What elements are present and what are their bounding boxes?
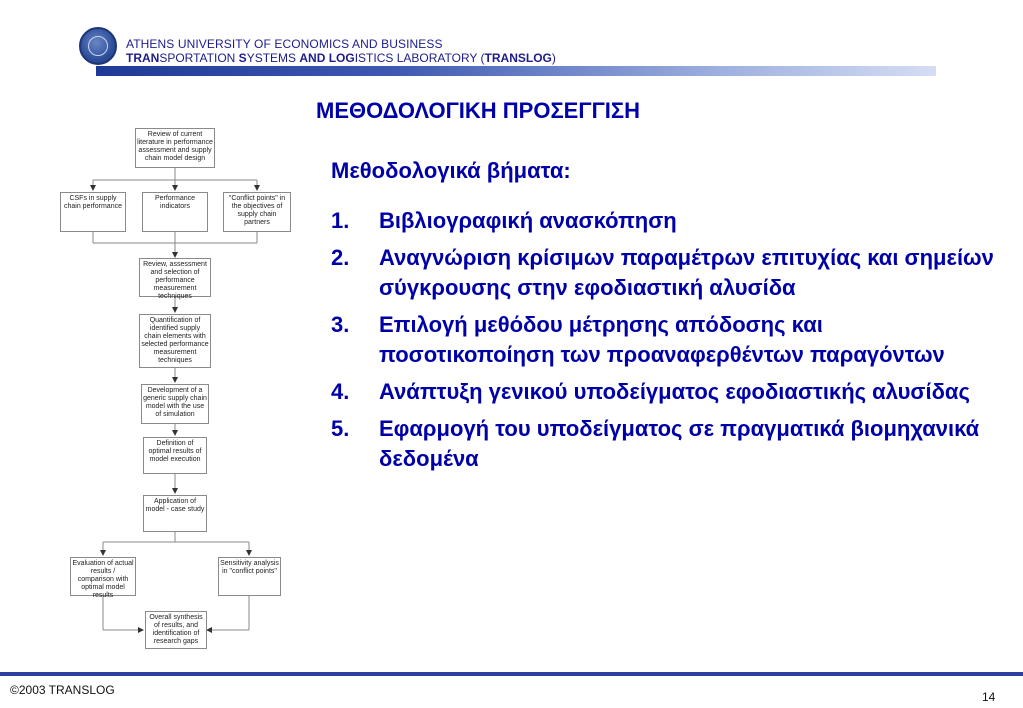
header-university: ATHENS UNIVERSITY OF ECONOMICS AND BUSINESS (126, 37, 443, 51)
step-text: Εφαρμογή του υποδείγματος σε πραγματικά βιομηχανικά δεδομένα (379, 416, 980, 471)
node-sensitivity: Sensitivity analysis in "conflict points" (218, 557, 281, 596)
copyright-text: ©2003 TRANSLOG (10, 683, 115, 697)
step-number: 3. (331, 312, 350, 337)
node-conflict-points: "Conflict points" in the objectives of supply chain partners (223, 192, 291, 232)
page-number: 14 (982, 690, 996, 704)
header-lab: TRANSPORTATION SYSTEMS AND LOGISTICS LABORATORY (TRANSLOG) (126, 51, 556, 65)
methodology-flowchart (55, 125, 295, 655)
step-item (331, 243, 1001, 303)
steps-list (331, 206, 1001, 481)
node-quantification: Quantification of identified supply chain elements with selected performance measurement techniques (139, 314, 211, 368)
step-number: 2. (331, 245, 350, 270)
step-item (331, 310, 1001, 370)
slide-subtitle: Μεθοδολογικά βήματα: (331, 158, 571, 183)
node-evaluation: Evaluation of actual results / comparison with optimal model results (70, 557, 136, 596)
university-logo (79, 27, 117, 65)
step-item (331, 206, 1001, 236)
node-application: Application of model - case study (143, 495, 207, 532)
step-text: Ανάπτυξη γενικού υποδείγματος εφοδιαστικής αλυσίδας (379, 379, 970, 404)
node-development: Development of a generic supply chain model with the use of simulation (141, 384, 209, 424)
node-csfs: CSFs in supply chain performance (60, 192, 126, 232)
node-review-assessment: Review, assessment and selection of performance measurement techniques (139, 258, 211, 297)
node-performance-indicators: Performance indicators (142, 192, 208, 232)
node-synthesis: Overall synthesis of results, and identification of research gaps (145, 611, 207, 649)
step-item (331, 377, 1001, 407)
node-definition: Definition of optimal results of model execution (143, 437, 207, 474)
step-text: Βιβλιογραφική ανασκόπηση (379, 208, 677, 233)
step-item (331, 414, 1001, 474)
slide-title: ΜΕΘΟΔΟΛΟΓΙΚΗ ΠΡΟΣΕΓΓΙΣΗ (316, 98, 640, 123)
header-gradient-bar (96, 66, 936, 76)
step-text: Αναγνώριση κρίσιμων παραμέτρων επιτυχίας και σημείων σύγκρουσης στην εφοδιαστική αλυσίδα (379, 245, 994, 300)
step-number: 5. (331, 416, 350, 441)
node-review-literature: Review of current literature in performance assessment and supply chain model design (135, 128, 215, 168)
step-number: 4. (331, 379, 350, 404)
step-text: Επιλογή μεθόδου μέτρησης απόδοσης και ποσοτικοποίηση των προαναφερθέντων παραγόντων (379, 312, 945, 367)
footer-divider (0, 672, 1023, 676)
step-number: 1. (331, 208, 350, 233)
